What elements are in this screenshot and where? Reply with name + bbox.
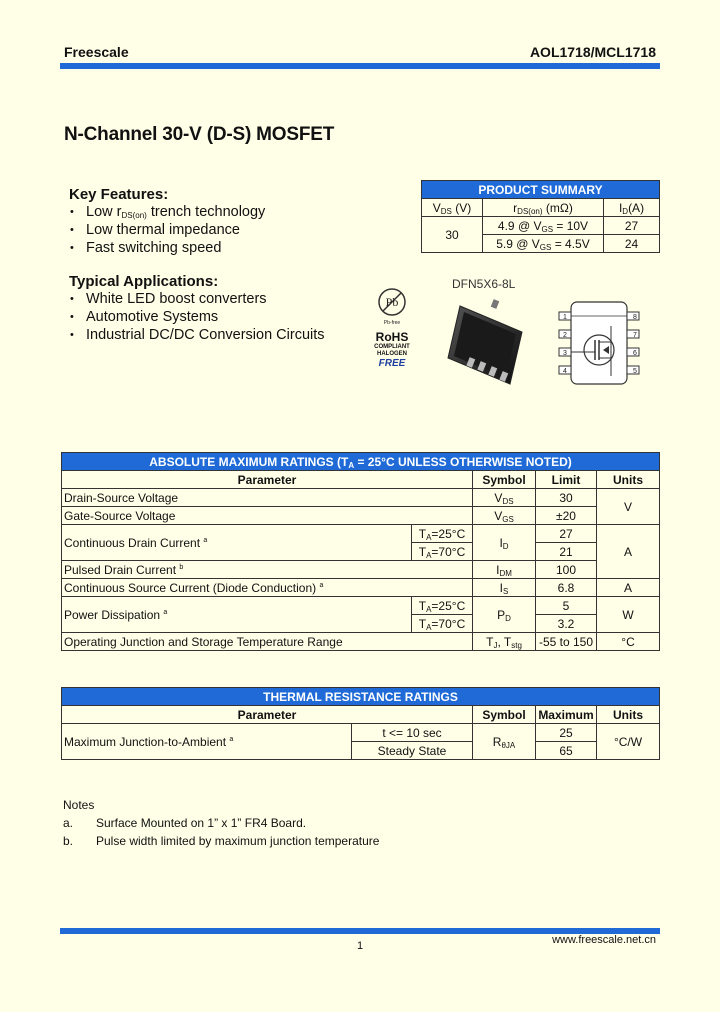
svg-text:Pb: Pb: [385, 295, 399, 309]
svg-text:5: 5: [633, 368, 637, 375]
table-row: [62, 489, 660, 507]
application-item: • Industrial DC/DC Conversion Circuits: [69, 326, 359, 344]
rds-value: 5.9 @ $V_{GS} = 4.5V$: [483, 235, 604, 253]
col-maximum: Maximum: [536, 706, 597, 724]
col-symbol: Symbol: [473, 706, 536, 724]
feature-subscript: DS(on): [121, 211, 147, 220]
table-row: [62, 597, 660, 615]
rds-header: $r_{DS(on)}$ (mΩ): [483, 199, 604, 217]
typical-applications: [69, 273, 359, 344]
symbol-cell: $V_{DS}$: [473, 489, 536, 507]
table-row: [62, 525, 660, 543]
col-units: Units: [597, 706, 660, 724]
applications-list: [69, 290, 359, 344]
pinout-diagram: [551, 300, 651, 386]
package-label: DFN5X6-8L: [452, 277, 516, 291]
units-cell: A: [597, 525, 660, 579]
symbol-cell: $I_{DM}$: [473, 561, 536, 579]
col-limit: Limit: [536, 471, 597, 489]
limit-cell: 27: [536, 525, 597, 543]
brand-name: Freescale: [64, 44, 129, 60]
key-features-list: [69, 203, 359, 257]
units-cell: W: [597, 597, 660, 633]
limit-cell: 30: [536, 489, 597, 507]
svg-text:Pb-free: Pb-free: [383, 320, 401, 326]
header-rule: [60, 63, 660, 69]
vds-header: $V_{DS}$ (V): [422, 199, 483, 217]
thermal-resistance-table: [61, 687, 660, 760]
feature-item: • Low thermal impedance: [69, 221, 359, 239]
maximum-cell: 25: [536, 724, 597, 742]
product-summary-title: PRODUCT SUMMARY: [422, 181, 660, 199]
halogen-text: HALOGEN: [377, 351, 407, 357]
symbol-cell: $I_S$: [473, 579, 536, 597]
notes-section: [63, 796, 563, 850]
symbol-cell: $I_D$: [473, 525, 536, 561]
rohs-title: RoHS: [375, 330, 409, 344]
id-value: 24: [604, 235, 660, 253]
table-header-row: [62, 706, 660, 724]
feature-item: [69, 203, 359, 221]
table-header-row: [62, 471, 660, 489]
table-row: [62, 724, 660, 742]
product-summary-table: [421, 180, 660, 253]
svg-text:2: 2: [563, 332, 567, 339]
units-cell: V: [597, 489, 660, 525]
limit-cell: 21: [536, 543, 597, 561]
col-parameter: Parameter: [62, 706, 473, 724]
symbol-cell: $P_D$: [473, 597, 536, 633]
svg-text:3: 3: [563, 350, 567, 357]
condition-cell: $T_A=70^\circ C$: [412, 543, 473, 561]
website-link[interactable]: www.freescale.net.cn: [552, 934, 656, 946]
document-title: N-Channel 30-V (D-S) MOSFET: [64, 124, 335, 145]
col-parameter: Parameter: [62, 471, 473, 489]
param-cell: Continuous Source Current (Diode Conduction) $^a$: [62, 579, 473, 597]
col-units: Units: [597, 471, 660, 489]
table-row: [62, 633, 660, 651]
halogen-free: FREE: [378, 358, 406, 369]
table-row: [422, 217, 660, 235]
absolute-max-ratings-table: [61, 452, 660, 651]
feature-text: Low r: [86, 204, 122, 220]
param-cell: Gate-Source Voltage: [62, 507, 473, 525]
limit-cell: 6.8: [536, 579, 597, 597]
id-header: $I_D(A)$: [604, 199, 660, 217]
notes-heading: Notes: [63, 798, 95, 812]
limit-cell: 100: [536, 561, 597, 579]
svg-text:7: 7: [633, 332, 637, 339]
part-number: AOL1718/MCL1718: [529, 44, 656, 60]
rohs-badge: [364, 286, 420, 369]
condition-cell: t <= 10 sec: [352, 724, 473, 742]
thermal-title: THERMAL RESISTANCE RATINGS: [62, 688, 660, 706]
limit-cell: 3.2: [536, 615, 597, 633]
id-value: 27: [604, 217, 660, 235]
units-cell: A: [597, 579, 660, 597]
condition-cell: $T_A=25^\circ C$: [412, 525, 473, 543]
symbol-cell: $V_{GS}$: [473, 507, 536, 525]
condition-cell: $T_A=25^\circ C$: [412, 597, 473, 615]
applications-heading: Typical Applications:: [69, 273, 219, 290]
vds-value: 30: [422, 217, 483, 253]
symbol-cell: $R_{\theta JA}$: [473, 724, 536, 760]
feature-item: • Fast switching speed: [69, 239, 359, 257]
application-item: • White LED boost converters: [69, 290, 359, 308]
feature-text: trench technology: [146, 204, 266, 220]
param-cell: Maximum Junction-to-Ambient $^a$: [62, 724, 352, 760]
page-number: 1: [357, 940, 364, 952]
pb-free-icon: [376, 286, 408, 326]
limit-cell: -55 to 150: [536, 633, 597, 651]
rds-value: 4.9 @ $V_{GS} = 10V$: [483, 217, 604, 235]
abs-max-title: ABSOLUTE MAXIMUM RATINGS ($T_A = 25^\circ C$ UNLESS OTHERWISE NOTED): [62, 453, 660, 471]
maximum-cell: 65: [536, 742, 597, 760]
application-item: • Automotive Systems: [69, 308, 359, 326]
condition-cell: $T_A=70^\circ C$: [412, 615, 473, 633]
param-cell: Pulsed Drain Current $^b$: [62, 561, 473, 579]
rohs-compliant: COMPLIANT: [374, 344, 410, 350]
key-features-heading: Key Features:: [69, 186, 169, 203]
table-row: [62, 579, 660, 597]
col-symbol: Symbol: [473, 471, 536, 489]
param-cell: Drain-Source Voltage: [62, 489, 473, 507]
param-cell: Power Dissipation $^a$: [62, 597, 412, 633]
dfn-package-image: [440, 298, 530, 390]
param-cell: Operating Junction and Storage Temperature Range: [62, 633, 473, 651]
limit-cell: 5: [536, 597, 597, 615]
svg-text:4: 4: [563, 368, 567, 375]
condition-cell: Steady State: [352, 742, 473, 760]
svg-text:6: 6: [633, 350, 637, 357]
note-item: a. Surface Mounted on 1” x 1” FR4 Board.: [63, 816, 307, 830]
svg-text:1: 1: [563, 314, 567, 321]
units-cell: °C/W: [597, 724, 660, 760]
limit-cell: ±20: [536, 507, 597, 525]
param-cell: Continuous Drain Current $^a$: [62, 525, 412, 561]
table-row: [62, 507, 660, 525]
table-row: [422, 199, 660, 217]
units-cell: °C: [597, 633, 660, 651]
note-item: b. Pulse width limited by maximum junction temperature: [63, 834, 380, 848]
symbol-cell: $T_J$, $T_{stg}$: [473, 633, 536, 651]
key-features: [69, 186, 359, 257]
svg-text:8: 8: [633, 314, 637, 321]
table-row: [62, 561, 660, 579]
